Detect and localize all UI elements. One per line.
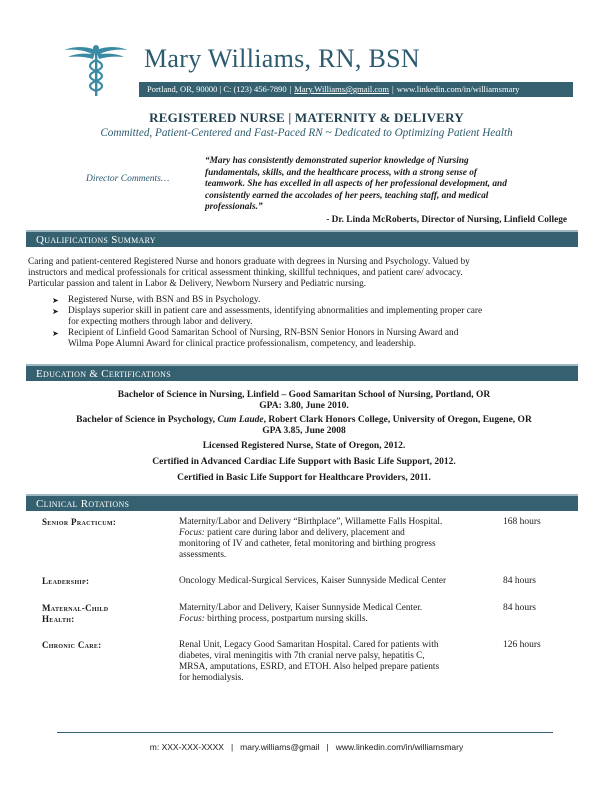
footer-divider [57, 732, 553, 733]
arrow-right-icon: ➤ [52, 307, 59, 316]
cert-rn-license: Licensed Registered Nurse, State of Oregon, 2012. [202, 441, 406, 451]
qualifications-intro: Caring and patient-centered Registered Nurse and honors graduate with degrees in Nursing and Psychology. Valued by instructors and medical professionals for critical assessment thinking, skillful techniques, and patient care/ advocacy. Particular passion and talent in Labor & Delivery, Newborn Nursery and Pediatric nursing. [28, 257, 470, 289]
degree-psychology-gpa: GPA 3.85, June 2008 [262, 426, 346, 436]
candidate-name: Mary Williams, RN, BSN [144, 44, 420, 73]
rotation-desc-chronic: Renal Unit, Legacy Good Samaritan Hospital. Cared for patients with diabetes, viral meningitis with 7th cranial nerve palsy, hepatitis C, MRSA, amputations, ESRD, and ETOH. Also helped prepare patients for hemodialysis. [179, 640, 440, 683]
rotation-label-maternal: Maternal-Child Health: [42, 603, 109, 624]
rotation-label-senior: Senior Practicum: [42, 517, 117, 527]
rotation-label-chronic: Chronic Care: [42, 640, 102, 650]
footer-phone: m: XXX-XXX-XXXX [149, 742, 224, 752]
list-item: ➤ Recipient of Linfield Good Samaritan School of Nursing, RN-BSN Senior Honors in Nursing Award and Wilma Pope Alumni Award for clinical practice professionalism, competency, and leadership. [52, 328, 459, 349]
director-comments-label: Director Comments… [86, 174, 170, 184]
degree-psychology: Bachelor of Science in Psychology, Cum Laude, Robert Clark Honors College, University of Oregon, Eugene, OR [76, 415, 532, 425]
rotation-hours-maternal: 84 hours [503, 603, 536, 613]
footer-contact: m: XXX-XXX-XXXX | mary.williams@gmail | www.linkedin.com/in/williamsmary [149, 742, 464, 752]
tagline: Committed, Patient-Centered and Fast-Paced RN ~ Dedicated to Optimizing Patient Health [100, 127, 513, 139]
rotation-desc-maternal: Maternity/Labor and Delivery, Kaiser Sunnyside Medical Center. Focus: birthing process, postpartum nursing skills. [179, 603, 423, 624]
rotation-desc-senior: Maternity/Labor and Delivery “Birthplace”, Willamette Falls Hospital. Focus: patient care during labor and delivery, placement and monitoring of IV and catheter, fetal monitoring and birthing progress assessments. [179, 517, 443, 560]
degree-nursing: Bachelor of Science in Nursing, Linfield – Good Samaritan School of Nursing, Portland, OR [117, 390, 491, 400]
list-item: ➤ Displays superior skill in patient care and assessments, identifying abnormalities and implementing proper care for expecting mothers through labor and delivery. [52, 306, 483, 327]
headline: REGISTERED NURSE | MATERNITY & DELIVERY [149, 110, 464, 125]
arrow-right-icon: ➤ [52, 296, 59, 305]
footer-email[interactable]: mary.williams@gmail [240, 742, 320, 752]
footer-linkedin[interactable]: www.linkedin.com/in/williamsmary [335, 742, 464, 752]
quote-attribution: - Dr. Linda McRoberts, Director of Nursing, Linfield College [326, 215, 567, 225]
contact-bar: Portland, OR, 90000 | C: (123) 456-7890 | Mary.Williams@gmail.com | www.linkedin.com/in/williamsmary [139, 82, 573, 97]
rotation-label-leadership: Leadership: [42, 576, 90, 586]
qualifications-bullets [52, 295, 572, 350]
arrow-right-icon: ➤ [52, 329, 59, 338]
rotation-hours-chronic: 126 hours [503, 640, 541, 650]
cert-bls: Certified in Basic Life Support for Healthcare Providers, 2011. [177, 473, 431, 483]
section-header-education: Education & Certifications [26, 364, 578, 381]
section-header-rotations: Clinical Rotations [26, 494, 578, 511]
cert-acls: Certified in Advanced Cardiac Life Support with Basic Life Support, 2012. [152, 457, 456, 467]
degree-nursing-gpa: GPA: 3.80, June 2010. [259, 401, 349, 411]
email-link[interactable]: Mary.Williams@gmail.com [294, 84, 390, 94]
caduceus-icon [62, 40, 130, 98]
rotation-hours-senior: 168 hours [503, 517, 541, 527]
linkedin-link[interactable]: www.linkedin.com/in/williamsmary [396, 84, 520, 94]
section-header-qualifications: Qualifications Summary [26, 230, 578, 247]
list-item: ➤ Registered Nurse, with BSN and BS in Psychology. [52, 295, 261, 305]
location-phone: Portland, OR, 90000 | C: (123) 456-7890 [147, 84, 287, 94]
director-quote: “Mary has consistently demonstrated superior knowledge of Nursing fundamentals, skills, and the healthcare process, with a strong sense of teamwork. She has excelled in all aspects of her professional development, and consistently earned the accolades of her peers, teaching staff, and medical professionals.” [205, 156, 507, 212]
rotation-hours-leadership: 84 hours [503, 576, 536, 586]
rotation-desc-leadership: Oncology Medical-Surgical Services, Kaiser Sunnyside Medical Center [179, 576, 447, 586]
